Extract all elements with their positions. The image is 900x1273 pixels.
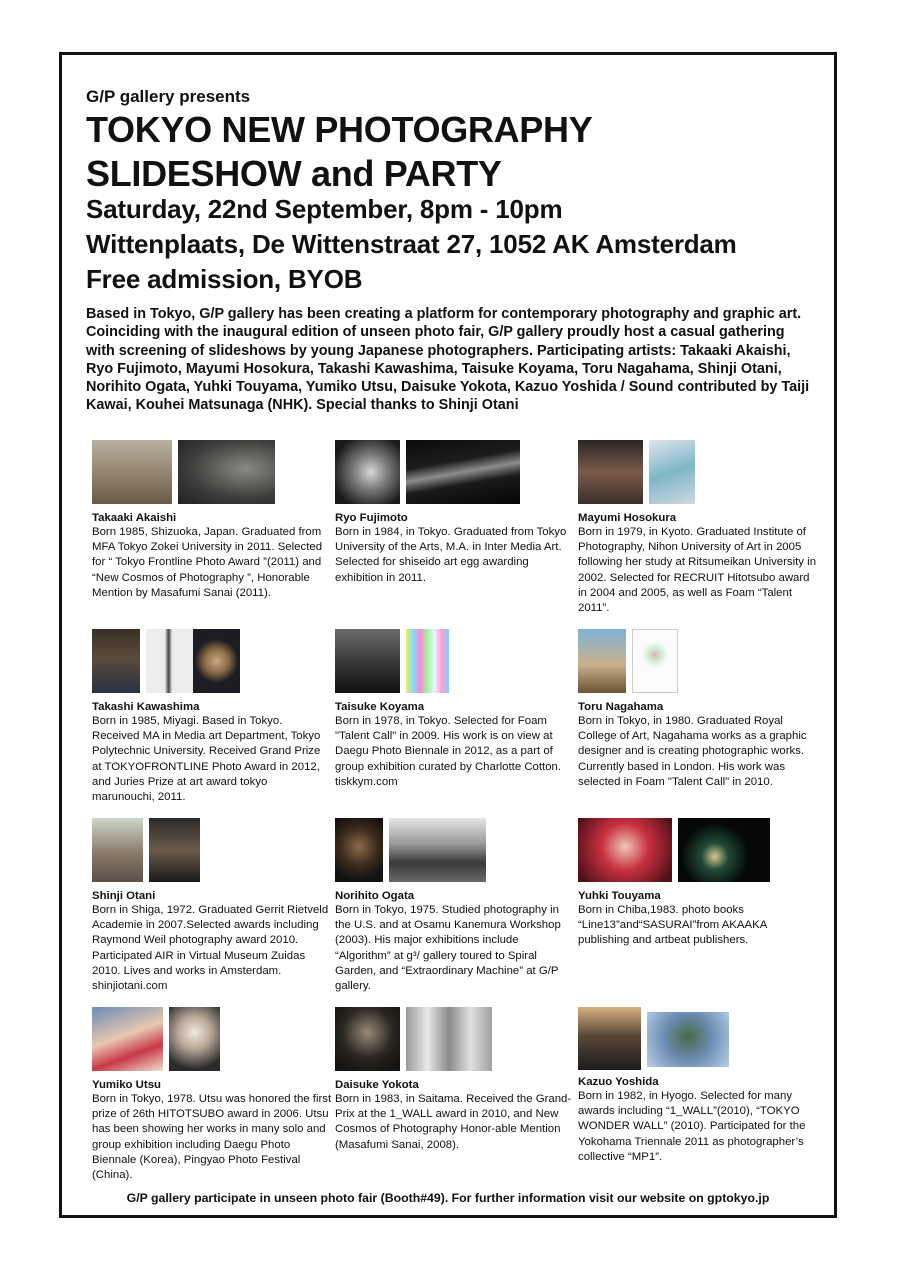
- artist-work-photo: [649, 440, 695, 504]
- artist-card-akaishi: [92, 440, 332, 601]
- artist-portrait-photo: [335, 1007, 400, 1071]
- artist-portrait-photo: [335, 629, 400, 693]
- artist-card-yoshida: [578, 1007, 818, 1165]
- artist-work-photo: [149, 818, 200, 882]
- artist-portrait-photo: [92, 818, 143, 882]
- artist-bio: Born in Chiba,1983. photo books “Line13”and“SASURAI”from AKAAKA publishing and artbeat publishers.: [578, 904, 767, 947]
- artist-work-photo: [647, 1012, 729, 1067]
- artist-name: Takashi Kawashima: [92, 701, 200, 713]
- artist-work-photo: [678, 818, 770, 882]
- artist-bio: Born in Tokyo, 1975. Studied photography in the U.S. and at Osamu Kanemura Workshop (2003). His major exhibitions include “Algorithm” at g³/ gallery toured to Spiral Garden, and “Extraordinary Machine” at G/P gallery.: [335, 904, 561, 993]
- artist-name: Yumiko Utsu: [92, 1079, 161, 1091]
- artist-name: Norihito Ogata: [335, 890, 415, 902]
- artist-bio: Born in 1984, in Tokyo. Graduated from Tokyo University of the Arts, M.A. in Inter Media Art. Selected for shiseido art egg awarding exhibition in 2011.: [335, 526, 567, 584]
- artist-portrait-photo: [578, 629, 626, 693]
- artist-bio: Born in 1978, in Tokyo. Selected for Foam "Talent Call" in 2009. His work is on view at Daegu Photo Biennale in 2012, as a part of group exhibition curated by Charlotte Cotton. tiskkym.com: [335, 715, 562, 788]
- artist-card-koyama: [335, 629, 575, 790]
- artist-card-ogata: [335, 818, 575, 994]
- artist-bio: Born in Tokyo, in 1980. Graduated Royal College of Art, Nagahama works as a graphic designer and is creating photographic works. Currently based in London. His work was selected in Foam "Talent Call" in 2010.: [578, 715, 807, 788]
- intro-paragraph: Based in Tokyo, G/P gallery has been creating a platform for contemporary photography and graphic art. Coinciding with the inaugural edition of unseen photo fair, G/P gallery proudly host a casual gathering with screening of slideshows by young Japanese photographers. Participating artists: Takaaki Akaishi, Ryo Fujimoto, Mayumi Hosokura, Takashi Kawashima, Taisuke Koyama, Toru Nagahama, Shinji Otani, Norihito Ogata, Yuhki Touyama, Yumiko Utsu, Daisuke Yokota, Kazuo Yoshida / Sound contributed by Taiji Kawai, Kouhei Matsunaga (NHK). Special thanks to Shinji Otani: [86, 306, 810, 414]
- event-title-line-2: SLIDESHOW and PARTY: [86, 153, 502, 194]
- artist-portrait-photo: [335, 818, 383, 882]
- artist-name: Daisuke Yokota: [335, 1079, 419, 1091]
- artist-name: Shinji Otani: [92, 890, 156, 902]
- artist-card-yokota: [335, 1007, 575, 1153]
- artist-work-photo: [632, 629, 678, 693]
- footer-note: G/P gallery participate in unseen photo fair (Booth#49). For further information visit our website on gptokyo.jp: [126, 1191, 770, 1205]
- artist-name: Toru Nagahama: [578, 701, 664, 713]
- artist-portrait-photo: [92, 629, 140, 693]
- artist-portrait-photo: [578, 1007, 641, 1070]
- artist-photos: [335, 1007, 575, 1073]
- artist-name: Takaaki Akaishi: [92, 512, 177, 524]
- artist-card-nagahama: [578, 629, 818, 790]
- event-admission: Free admission, BYOB: [86, 264, 363, 294]
- artist-bio: Born in 1983, in Saitama. Received the Grand-Prix at the 1_WALL award in 2010, and New Cosmos of Photography Honor-able Mention (Masafumi Sanai, 2008).: [335, 1093, 572, 1151]
- artist-bio: Born in Tokyo, 1978. Utsu was honored the first prize of 26th HITOTSUBO award in 2006. Utsu has been showing her works in many solo and group exhibition including Daegu Photo Biennale (Korea), Pingyao Photo Festival (China).: [92, 1093, 332, 1182]
- artist-portrait-photo: [92, 440, 172, 504]
- artist-photos: [578, 818, 818, 884]
- artist-photos: [335, 818, 575, 884]
- artist-name: Yuhki Touyama: [578, 890, 661, 902]
- artist-work-photo: [193, 629, 240, 693]
- artist-name: Kazuo Yoshida: [578, 1076, 659, 1088]
- artist-photos: [92, 440, 332, 506]
- event-title-line-1: TOKYO NEW PHOTOGRAPHY: [86, 109, 593, 150]
- artist-portrait-photo: [335, 440, 400, 504]
- artist-photos: [578, 440, 818, 506]
- artist-bio: Born in 1982, in Hyogo. Selected for many awards including “1_WALL”(2010), “TOKYO WONDER WALL” (2010). Participated for the Yokohama Triennale 2011 as photographer’s collective “MP1”.: [578, 1090, 806, 1163]
- artist-card-utsu: [92, 1007, 332, 1183]
- artist-card-hosokura: [578, 440, 818, 616]
- artist-photos: [335, 440, 575, 506]
- artist-photos: [578, 1007, 818, 1070]
- artist-portrait-photo: [92, 1007, 163, 1071]
- artist-card-otani: [92, 818, 332, 994]
- artist-portrait-photo: [578, 440, 643, 504]
- artist-portrait-photo: [578, 818, 672, 882]
- event-date: Saturday, 22nd September, 8pm - 10pm: [86, 194, 563, 224]
- artist-work-photo: [406, 1007, 492, 1071]
- artist-photos: [92, 818, 332, 884]
- artist-name: Ryo Fujimoto: [335, 512, 408, 524]
- artist-photos: [335, 629, 575, 695]
- artist-work-photo: [406, 440, 520, 504]
- artist-bio: Born in 1985, Miyagi. Based in Tokyo. Received MA in Media art Department, Tokyo Polytechnic University. Received Grand Prize at TOKYOFRONTLINE Photo Award in 2012, and Juries Prize at art award tokyo marunouchi, 2011.: [92, 715, 321, 804]
- artist-bio: Born in Shiga, 1972. Graduated Gerrit Rietveld Academie in 2007.Selected awards including Raymond Weil photography award 2010. Participated AIR in Virtual Museum Zuidas 2010. Lives and works in Amsterdam. shinjiotani.com: [92, 904, 329, 993]
- presents-line: G/P gallery presents: [86, 87, 251, 106]
- artist-work-photo: [169, 1007, 220, 1071]
- artist-work-photo: [389, 818, 486, 882]
- artist-name: Taisuke Koyama: [335, 701, 425, 713]
- artist-photos: [578, 629, 818, 695]
- artist-card-kawashima: [92, 629, 332, 805]
- artist-work-photo: [146, 629, 193, 693]
- artist-name: Mayumi Hosokura: [578, 512, 677, 524]
- artist-photos: [92, 1007, 332, 1073]
- artist-card-touyama: [578, 818, 818, 949]
- artist-bio: Born in 1979, in Kyoto. Graduated Institute of Photography, Nihon University of Art in 2005 following her study at Ritsumeikan University in 2002. Selected for RECRUIT Hitotsubo award in 2004 and 2005, as well as Foam “Talent 2011”.: [578, 526, 817, 615]
- artist-work-photo: [406, 629, 449, 693]
- artist-bio: Born 1985, Shizuoka, Japan. Graduated from MFA Tokyo Zokei University in 2011. Selected for “ Tokyo Frontline Photo Award ”(2011) and “New Cosmos of Photography ”, Honorable Mention by Masafumi Sanai (2011).: [92, 526, 323, 599]
- artist-work-photo: [178, 440, 275, 504]
- event-title: [86, 108, 592, 196]
- artist-photos: [92, 629, 332, 695]
- artist-card-fujimoto: [335, 440, 575, 586]
- event-venue: Wittenplaats, De Wittenstraat 27, 1052 AK Amsterdam: [86, 229, 737, 259]
